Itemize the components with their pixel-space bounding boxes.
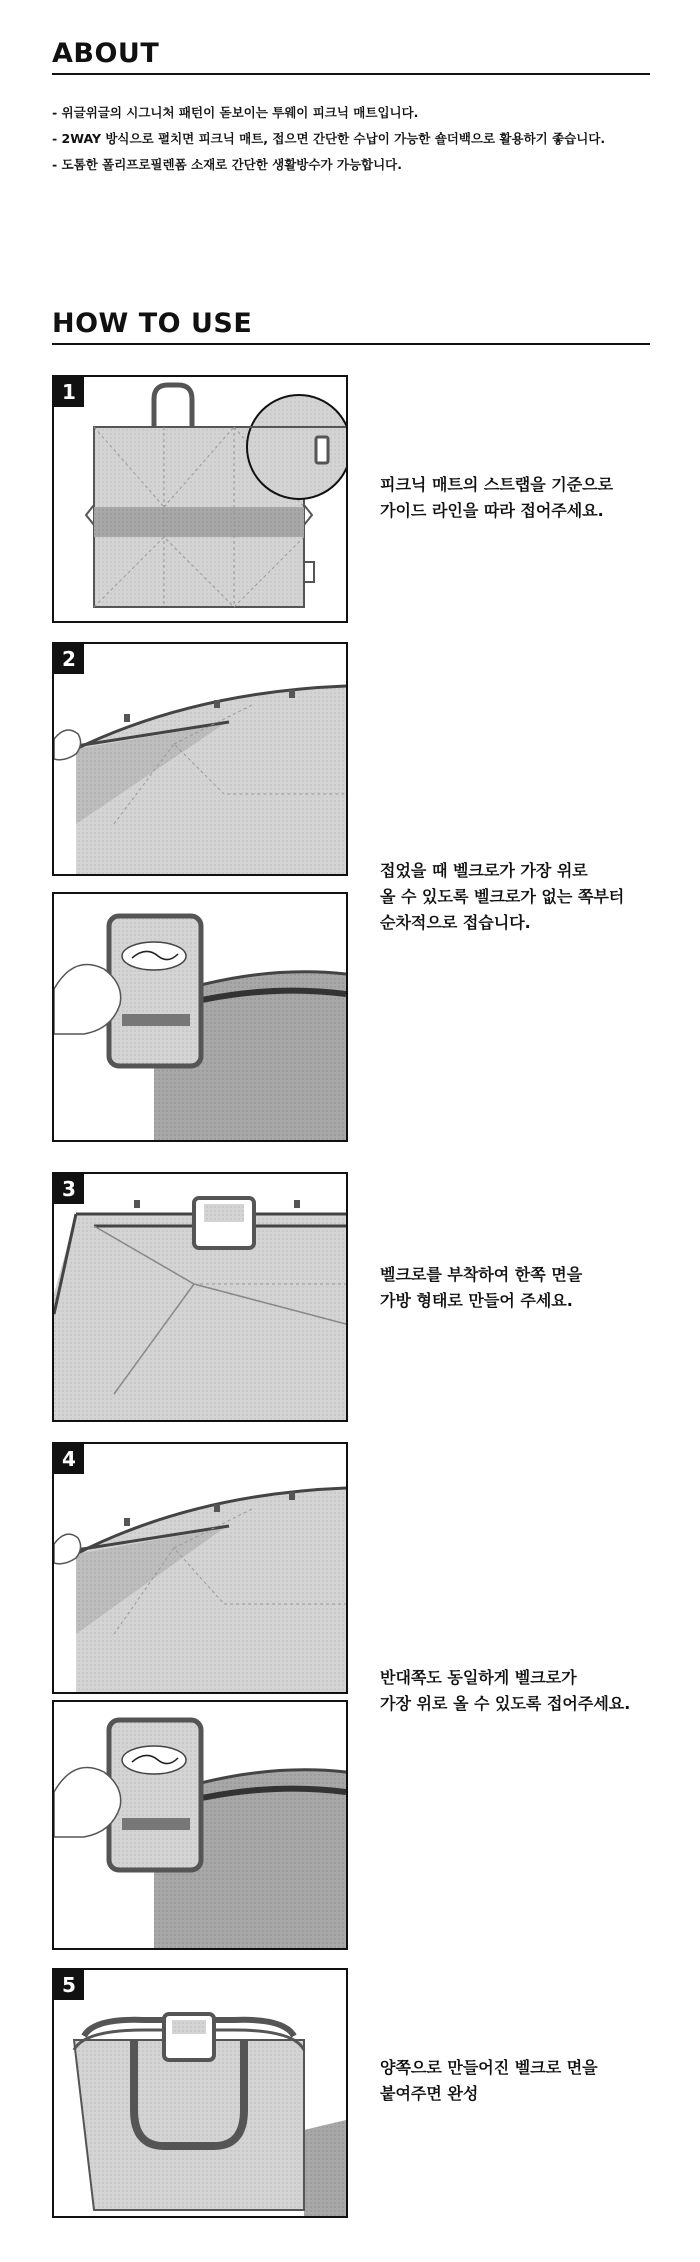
step-1-illustration (52, 375, 348, 623)
about-title: ABOUT (52, 38, 160, 69)
step-4-description: 반대쪽도 동일하게 벨크로가 가장 위로 올 수 있도록 접어주세요. (380, 1668, 631, 1713)
how-to-use-title: HOW TO USE (52, 308, 253, 339)
step-5-illustration (52, 1968, 348, 2218)
step-1-description: 피크닉 매트의 스트랩을 기준으로 가이드 라인을 따라 접어주세요. (380, 475, 614, 520)
step-number-badge: 4 (54, 1444, 84, 1474)
step-number-badge: 2 (54, 644, 84, 674)
about-item: - 위글위글의 시그니처 패턴이 돋보이는 투웨이 피크닉 매트입니다. (52, 105, 419, 120)
about-list (52, 100, 605, 178)
step-3-description: 벨크로를 부착하여 한쪽 면을 가방 형태로 만들어 주세요. (380, 1265, 583, 1310)
step-2-bottom-illustration (52, 892, 348, 1142)
how-to-use-divider (52, 343, 650, 345)
step-number-badge: 3 (54, 1174, 84, 1204)
about-divider (52, 73, 650, 75)
step-number-badge: 5 (54, 1970, 84, 2000)
step-4-bottom-illustration (52, 1700, 348, 1950)
about-item: - 2WAY 방식으로 펼치면 피크닉 매트, 접으면 간단한 수납이 가능한 숄더백으로 활용하기 좋습니다. (52, 131, 606, 146)
step-5-description: 양쪽으로 만들어진 벨크로 면을 붙여주면 완성 (380, 2058, 598, 2103)
step-4-top-illustration (52, 1442, 348, 1694)
step-2-top-illustration (52, 642, 348, 876)
about-item: - 도톰한 폴리프로필렌폼 소재로 간단한 생활방수가 가능합니다. (52, 157, 402, 172)
step-2-description: 접었을 때 벨크로가 가장 위로 올 수 있도록 벨크로가 없는 쪽부터 순차적으로 접습니다. (380, 861, 625, 932)
step-number-badge: 1 (54, 377, 84, 407)
step-3-illustration (52, 1172, 348, 1422)
